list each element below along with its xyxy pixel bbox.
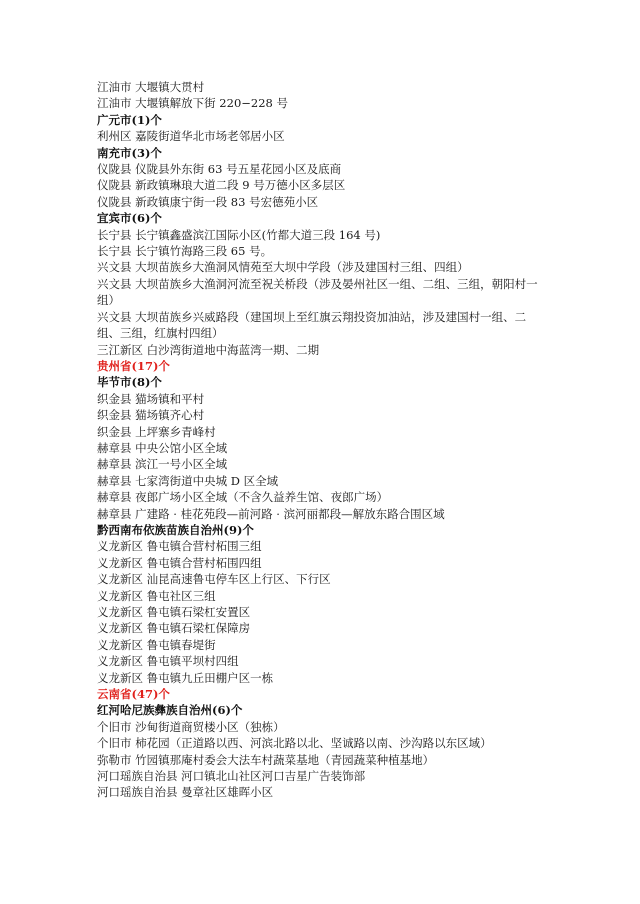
area-list-item: 江油市 大堰镇大贯村 [97, 80, 205, 94]
area-list-item: 义龙新区 鲁屯镇平坝村四组 [97, 654, 239, 669]
area-list-item: 个旧市 沙甸街道商贸楼小区（独栋） [97, 719, 285, 734]
area-list-item: 织金县 猫场镇齐心村 [97, 408, 205, 423]
area-list-item: 织金县 猫场镇和平村 [97, 391, 205, 406]
area-list-item: 义龙新区 鲁屯镇石梁杠保障房 [97, 621, 251, 636]
area-list-item: 河口瑶族自治县 河口镇北山社区河口吉星广告装饰部 [97, 769, 366, 784]
area-list-item: 兴文县 大坝苗族乡大渔洞风情苑至大坝中学段（涉及建国村三组、四组） [97, 260, 469, 275]
area-list-item: 赫章县 中央公馆小区全域 [97, 440, 228, 455]
area-list-item: 赫章县 广建路 · 桂花苑段—前河路 · 滨河丽都段—解放东路合围区域 [97, 506, 445, 521]
area-list-item: 弥勒市 竹园镇那庵村委会大法车村蔬菜基地（青园蔬菜种植基地） [97, 752, 435, 767]
area-list-item: 义龙新区 鲁屯镇合营村柘围三组 [97, 539, 262, 554]
area-list-item: 织金县 上坪寨乡青峰村 [97, 424, 216, 439]
region-list [97, 79, 549, 801]
area-list-item: 义龙新区 鲁屯社区三组 [97, 588, 216, 603]
city-heading: 红河哈尼族彝族自治州(6)个 [97, 703, 243, 718]
area-list-item: 赫章县 滨江一号小区全域 [97, 457, 228, 472]
area-list-item: 义龙新区 鲁屯镇春堤街 [97, 637, 216, 652]
province-heading: 贵州省(17)个 [97, 358, 170, 373]
area-list-item: 义龙新区 鲁屯镇九丘田棚户区一栋 [97, 670, 274, 685]
area-list-item: 仪陇县 新政镇琳琅大道二段 9 号万德小区多层区 [97, 178, 346, 193]
city-heading: 黔西南布依族苗族自治州(9)个 [97, 522, 254, 537]
area-list-item: 长宁县 长宁镇竹海路三段 65 号。 [97, 244, 273, 259]
area-list-item: 河口瑶族自治县 曼章社区雄晖小区 [97, 785, 274, 800]
area-list-item: 长宁县 长宁镇鑫盛滨江国际小区(竹都大道三段 164 号) [97, 227, 381, 242]
area-list-item: 义龙新区 鲁屯镇石梁杠安置区 [97, 605, 251, 619]
area-list-item: 赫章县 七家湾街道中央城 D 区全域 [97, 473, 279, 488]
area-list-item: 仪陇县 新政镇康宁街一段 83 号宏德苑小区 [97, 194, 319, 209]
city-heading: 南充市(3)个 [97, 145, 162, 160]
document-page [97, 79, 549, 801]
area-list-item: 仪陇县 仪陇县外东街 63 号五星花园小区及底商 [97, 162, 342, 177]
area-list-item: 赫章县 夜郎广场小区全域（不含久益养生馆、夜郎广场） [97, 490, 389, 505]
city-heading: 广元市(1)个 [97, 112, 162, 127]
area-list-item: 个旧市 柿花园（正道路以西、河滨北路以北、坚诚路以南、沙沟路以东区域） [97, 736, 492, 751]
city-heading: 宜宾市(6)个 [97, 211, 162, 226]
area-list-item: 兴文县 大坝苗族乡大渔洞河流至祝关桥段（涉及晏州社区一组、二组、三组，朝阳村一组） [97, 276, 538, 308]
area-list-item: 江油市 大堰镇解放下街 220−228 号 [97, 96, 289, 111]
area-list-item: 兴文县 大坝苗族乡兴威路段（建国坝上至红旗云翔投资加油站，涉及建国村一组、二组、三组，红旗村四组） [97, 309, 527, 341]
city-heading: 毕节市(8)个 [97, 375, 162, 390]
area-list-item: 三江新区 白沙湾街道地中海蓝湾一期、二期 [97, 342, 320, 357]
area-list-item: 利州区 嘉陵街道华北市场老邻居小区 [97, 129, 285, 144]
area-list-item: 义龙新区 鲁屯镇合营村柘围四组 [97, 555, 262, 570]
province-heading: 云南省(47)个 [97, 687, 170, 702]
area-list-item: 义龙新区 汕昆高速鲁屯停车区上行区、下行区 [97, 572, 331, 587]
